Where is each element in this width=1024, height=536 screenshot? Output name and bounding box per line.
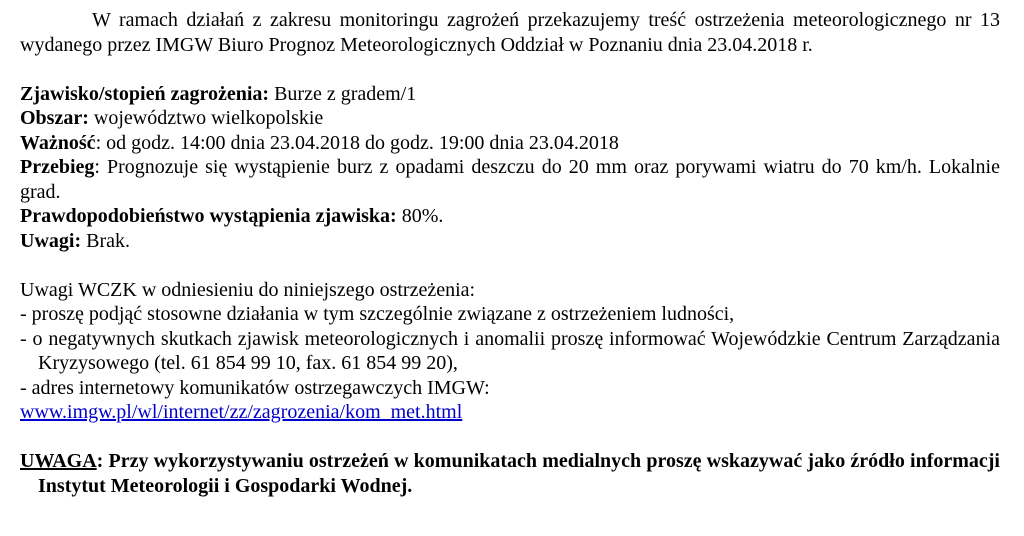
spacer (20, 425, 1000, 450)
probability-line (20, 204, 1000, 229)
spacer (20, 253, 1000, 278)
document (20, 8, 1000, 498)
validity-label: Ważność (20, 131, 96, 154)
notes-line (20, 229, 1000, 254)
phenomenon-line (20, 82, 1000, 107)
course-label: Przebieg (20, 156, 95, 178)
course-line (20, 155, 1000, 204)
notes-label: Uwagi: (20, 229, 82, 252)
area-value: województwo wielkopolskie (88, 107, 324, 129)
notice-label: UWAGA (20, 450, 97, 472)
wczk-item: - proszę podjąć stosowne działania w tym szczególnie związane z ostrzeżeniem ludności, (20, 303, 735, 325)
probability-value: 80%. (396, 205, 444, 227)
area-line (20, 106, 1000, 131)
notice-text: : Przy wykorzystywaniu ostrzeżeń w komunikatach medialnych proszę wskazywać jako źródło informacji Instytut Meteorologii i Gospodarki Wodnej. (38, 450, 1000, 497)
notes-value: Brak. (81, 229, 130, 252)
area-label: Obszar: (20, 107, 89, 129)
wczk-item: - adres internetowy komunikatów ostrzegawczych IMGW: (20, 376, 490, 399)
notice-paragraph (20, 449, 1000, 498)
phenomenon-value: Burze z gradem/1 (269, 82, 417, 105)
link-line (20, 400, 1000, 425)
wczk-heading: Uwagi WCZK w odniesieniu do niniejszego ostrzeżenia: (20, 278, 476, 301)
spacer (20, 57, 1000, 82)
phenomenon-label: Zjawisko/stopień zagrożenia: (20, 82, 270, 105)
imgw-link[interactable]: www.imgw.pl/wl/internet/zz/zagrozenia/kom_met.html (20, 401, 463, 423)
probability-label: Prawdopodobieństwo wystąpienia zjawiska: (20, 205, 397, 227)
course-value: : Prognozuje się wystąpienie burz z opadami deszczu do 20 mm oraz porywami wiatru do 70 km/h. Lokalnie grad. (20, 156, 1000, 203)
intro-paragraph: W ramach działań z zakresu monitoringu zagrożeń przekazujemy treść ostrzeżenia meteorologicznego nr 13 wydanego przez IMGW Biuro Prognoz Meteorologicznych Oddział w Poznaniu dnia 23.04.2018 r. (20, 9, 1000, 56)
validity-value: : od godz. 14:00 dnia 23.04.2018 do godz. 19:00 dnia 23.04.2018 (95, 131, 619, 154)
wczk-item: - o negatywnych skutkach zjawisk meteorologicznych i anomalii proszę informować Wojewódzkie Centrum Zarządzania Kryzysowego (tel. 61 854 99 10, fax. 61 854 99 20), (20, 327, 1000, 374)
validity-line (20, 131, 1000, 156)
